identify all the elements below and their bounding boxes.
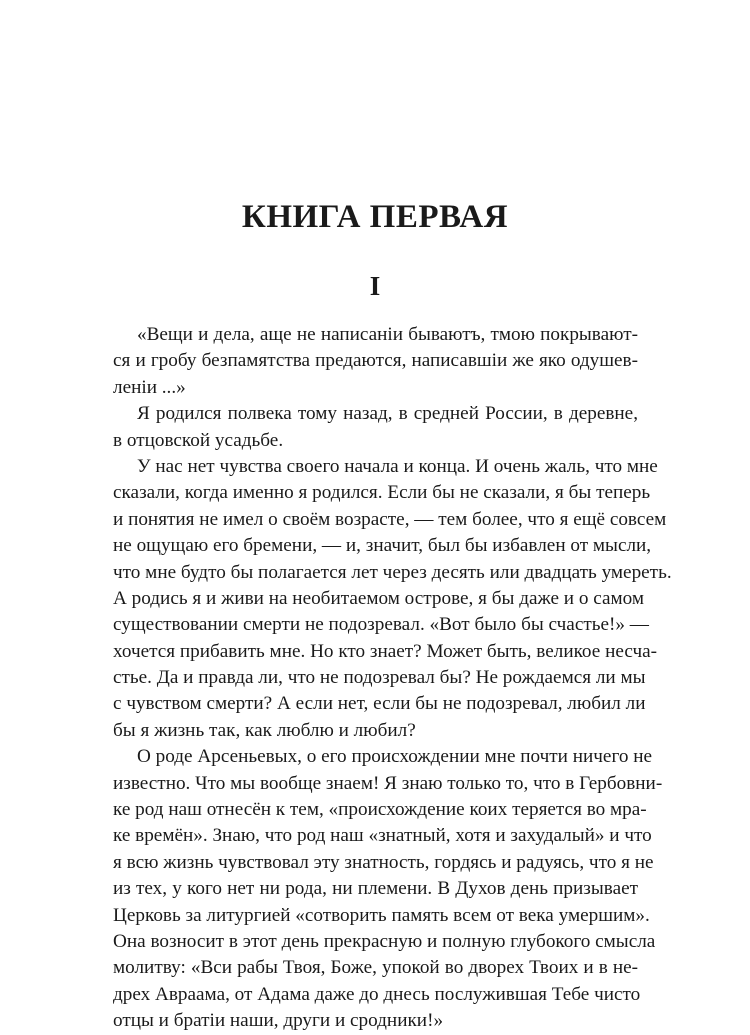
text-line: существовании смерти не подозревал. «Вот было бы счастье!» — <box>113 614 649 636</box>
text-line: хочется прибавить мне. Но кто знает? Может быть, великое несча- <box>113 640 658 662</box>
text-line: в отцовской усадьбе. <box>113 429 284 451</box>
text-line: ся и гробу безпамятства предаются, написавшiи же яко одушев- <box>113 350 638 372</box>
text-line: У нас нет чувства своего начала и конца. И очень жаль, что мне <box>137 455 658 477</box>
text-line: А родись я и живи на необитаемом острове, я бы даже и о самом <box>113 587 645 609</box>
text-line: О роде Арсеньевых, о его происхождении мне почти ничего не <box>137 746 653 768</box>
text-line: я всю жизнь чувствовал эту знатность, гордясь и радуясь, что я не <box>113 851 654 873</box>
text-line: что мне будто бы полагается лет через десять или двадцать умереть. <box>113 561 672 583</box>
text-line: сказали, когда именно я родился. Если бы не сказали, я бы теперь <box>113 482 651 504</box>
text-line: с чувством смерти? А если нет, если бы не подозревал, любил ли <box>113 693 646 715</box>
text-line: Церковь за литургией «сотворить память всем от века умершим». <box>113 904 650 926</box>
text-line: Она возносит в этот день прекрасную и полную глубокого смысла <box>113 930 656 952</box>
chapter-number: I <box>369 271 381 301</box>
text-line: дрех Авраама, от Адама даже до днесь послужившая Тебе чисто <box>113 983 641 1005</box>
text-line: из тех, у кого нет ни рода, ни племени. В Духов день призывает <box>113 878 638 900</box>
text-line: ленiи ...» <box>113 376 186 398</box>
book-title: КНИГА ПЕРВАЯ <box>241 199 509 235</box>
text-line: Я родился полвека тому назад, в средней России, в деревне, <box>137 403 638 425</box>
text-line: стье. Да и правда ли, что не подозревал бы? Не рождаемся ли мы <box>113 667 646 689</box>
text-line: не ощущаю его бремени, — и, значит, был бы избавлен от мысли, <box>113 535 652 557</box>
text-line: известно. Что мы вообще знаем! Я знаю только то, что в Гербовни- <box>113 772 663 794</box>
text-line: молитву: «Вси рабы Твоя, Боже, упокой во дворех Твоих и в не- <box>113 957 638 979</box>
text-line: ке род наш отнесён к тем, «происхождение коих теряется во мра- <box>113 799 647 821</box>
text-line: и понятия не имел о своём возрасте, — тем более, что я ещё совсем <box>113 508 667 530</box>
text-line: отцы и братiи наши, други и сродники!» <box>113 1010 444 1032</box>
text-line: ке времён». Знаю, что род наш «знатный, хотя и захудалый» и что <box>113 825 652 847</box>
body-text <box>113 322 672 1035</box>
text-line: бы я жизнь так, как люблю и любил? <box>113 719 416 741</box>
text-line: «Вещи и дела, аще не написанiи бываютъ, тмою покрывают- <box>137 324 638 345</box>
